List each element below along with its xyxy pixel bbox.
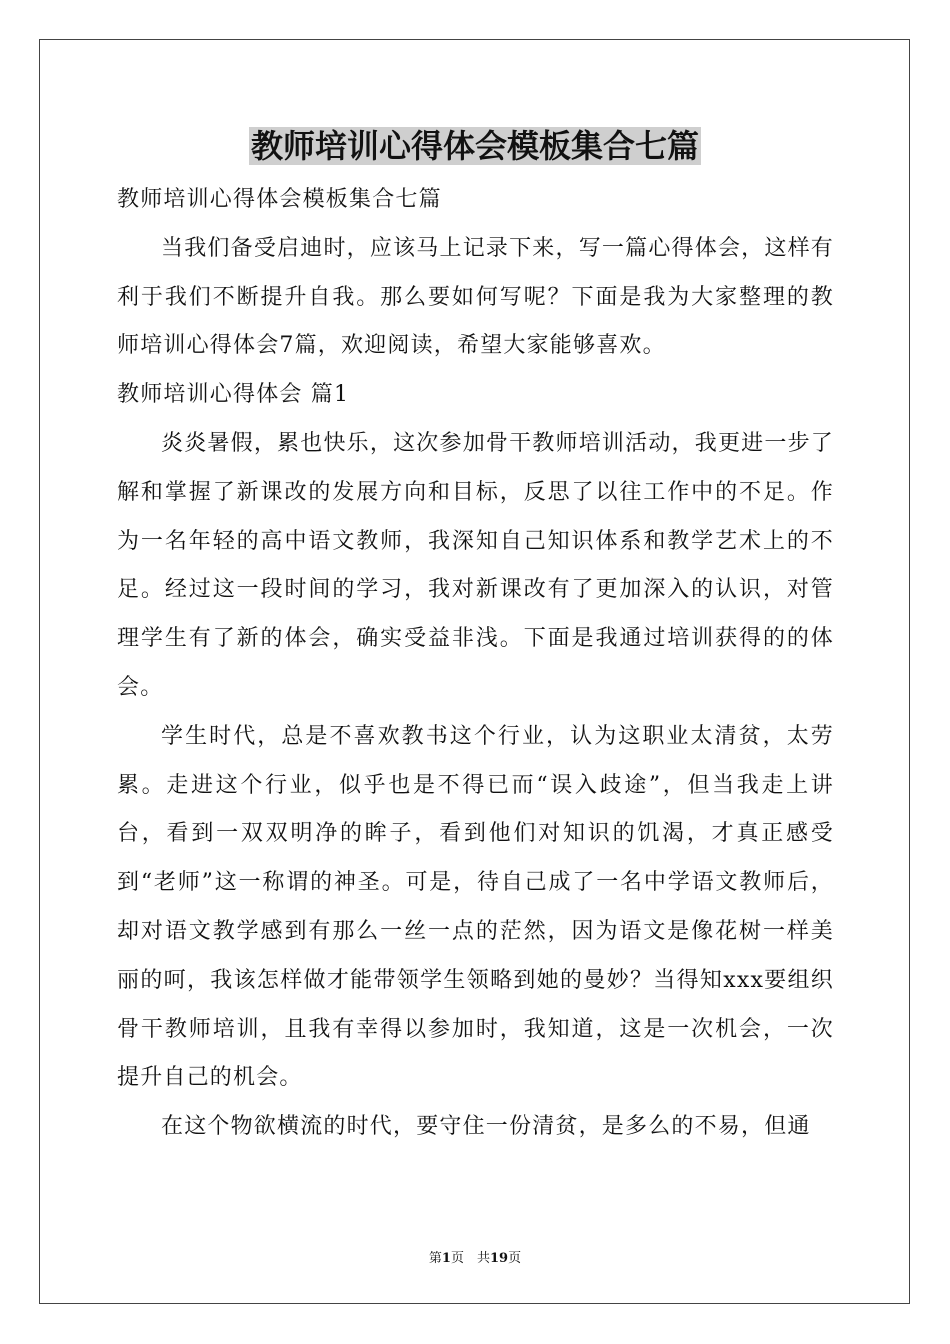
page-number-prefix: 第	[428, 1251, 442, 1266]
page-number-current: 1	[441, 1251, 451, 1266]
paragraph: 教师培训心得体会模板集合七篇	[117, 187, 442, 212]
document-body	[117, 176, 834, 1152]
paragraph: 在这个物欲横流的时代，要守住一份清贫，是多么的不易，但通	[161, 1114, 811, 1140]
paragraph: 学生时代，总是不喜欢教书这个行业，认为这职业太清贫，太劳累。走进这个行业，似乎也是不得已而“误入歧途”，但当我走上讲台，看到一双双明净的眸子，看到他们对知识的饥渴，才真正感受到“老师”这一称谓的神圣。可是，待自己成了一名中学语文教师后，却对语文教学感到有那么一丝一点的茫然，因为语文是像花树一样美丽的呵，我该怎样做才能带领学生领略到她的曼妙？当得知xxx要组织骨干教师培训，且我有幸得以参加时，我知道，这是一次机会，一次提升自己的机会。	[117, 723, 834, 1091]
page-number-middle: 页 共	[450, 1251, 490, 1266]
document-title-text: 教师培训心得体会模板集合七篇	[250, 127, 699, 165]
document-title	[0, 124, 950, 168]
paragraph: 炎炎暑假，累也快乐，这次参加骨干教师培训活动，我更进一步了解和掌握了新课改的发展方向和目标，反思了以往工作中的不足。作为一名年轻的高中语文教师，我深知自己知识体系和教学艺术上的不足。经过这一段时间的学习，我对新课改有了更加深入的认识，对管理学生有了新的体会，确实受益非浅。下面是我通过培训获得的的体会。	[117, 430, 834, 700]
paragraph: 当我们备受启迪时，应该马上记录下来，写一篇心得体会，这样有利于我们不断提升自我。那么要如何写呢？下面是我为大家整理的教师培训心得体会7篇，欢迎阅读，希望大家能够喜欢。	[117, 235, 834, 359]
section-heading: 教师培训心得体会 篇1	[117, 382, 350, 408]
page-number-suffix: 页	[508, 1251, 522, 1266]
page-number-total: 19	[489, 1251, 509, 1266]
page-footer	[0, 1250, 950, 1268]
